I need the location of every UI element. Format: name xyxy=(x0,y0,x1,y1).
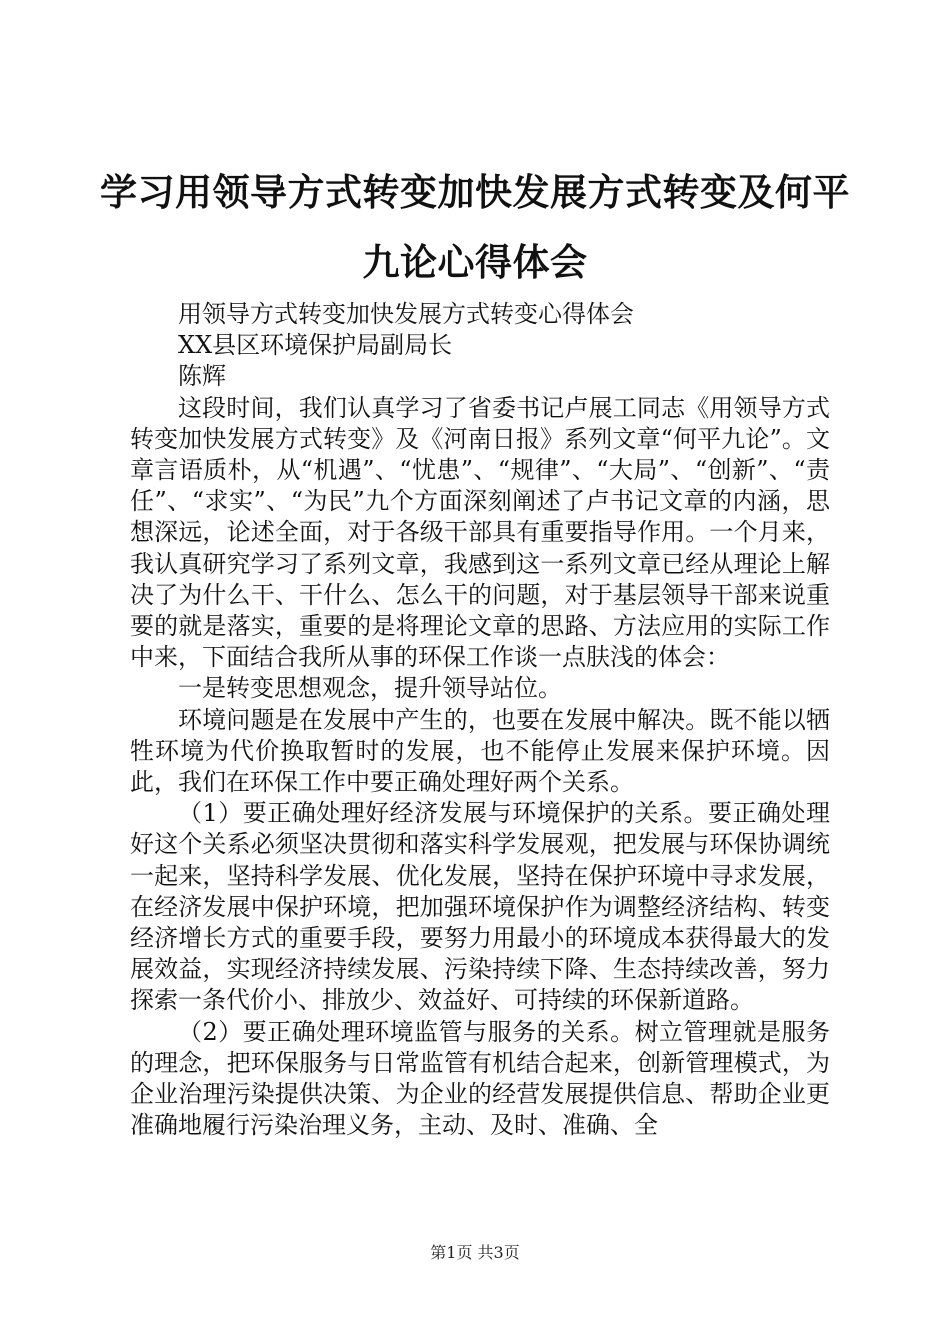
paragraph: 环境问题是在发展中产生的，也要在发展中解决。既不能以牺牲环境为代价换取暂时的发展，也不能停止发展来保护环境。因此，我们在环保工作中要正确处理好两个关系。 xyxy=(130,705,830,797)
document-title xyxy=(100,158,850,298)
document-body xyxy=(130,299,830,1141)
paragraph: 这段时间，我们认真学习了省委书记卢展工同志《用领导方式转变加快发展方式转变》及《河南日报》系列文章“何平九论”。文章言语质朴，从“机遇”、“忧患”、“规律”、“大局”、“创新”、“责任”、“求实”、“为民”九个方面深刻阐述了卢书记文章的内涵，思想深远，论述全面，对于各级干部具有重要指导作用。一个月来，我认真研究学习了系列文章，我感到这一系列文章已经从理论上解决了为什么干、干什么、怎么干的问题，对于基层领导干部来说重要的就是落实，重要的是将理论文章的思路、方法应用的实际工作中来，下面结合我所从事的环保工作谈一点肤浅的体会： xyxy=(130,393,830,672)
paragraph: （1）要正确处理好经济发展与环境保护的关系。要正确处理好这个关系必须坚决贯彻和落实科学发展观，把发展与环保协调统一起来，坚持科学发展、优化发展，坚持在保护环境中寻求发展，在经济发展中保护环境，把加强环境保护作为调整经济结构、转变经济增长方式的重要手段，要努力用最小的环境成本获得最大的发展效益，实现经济持续发展、污染持续下降、生态持续改善，努力探索一条代价小、排放少、效益好、可持续的环保新道路。 xyxy=(130,799,830,1015)
title-line-2: 九论心得体会 xyxy=(362,241,588,284)
page-number: 第1页 共3页 xyxy=(430,1243,520,1262)
title-line-1: 学习用领导方式转变加快发展方式转变及何平 xyxy=(100,171,850,214)
author-organization: XX县区环境保护局副局长 xyxy=(178,331,453,360)
author-name: 陈辉 xyxy=(178,362,226,391)
paragraph: （2）要正确处理环境监管与服务的关系。树立管理就是服务的理念，把环保服务与日常监管有机结合起来，创新管理模式，为企业治理污染提供决策、为企业的经营发展提供信息、帮助企业更准确地履行污染治理义务，主动、及时、准确、全 xyxy=(130,1017,830,1140)
paragraph: 一是转变思想观念，提升领导站位。 xyxy=(178,674,562,703)
document-subtitle: 用领导方式转变加快发展方式转变心得体会 xyxy=(178,300,634,328)
